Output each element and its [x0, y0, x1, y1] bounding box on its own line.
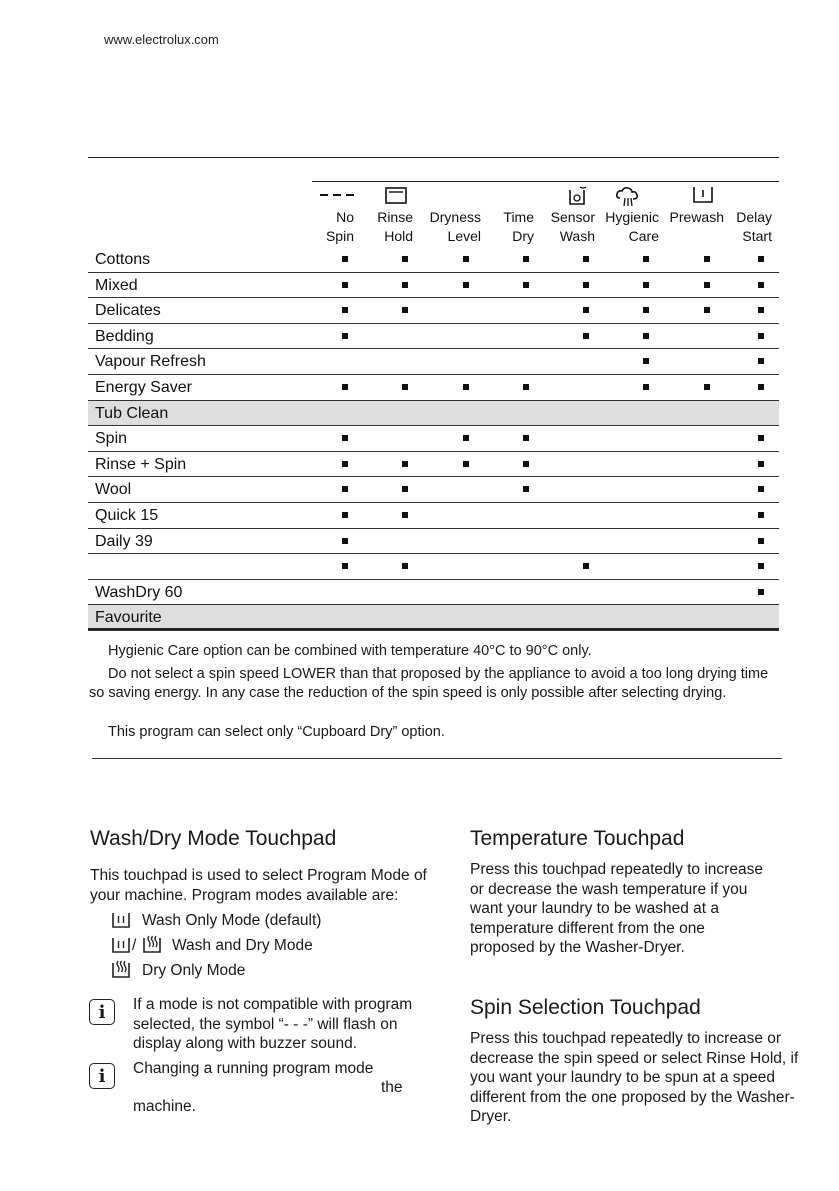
program-name: WashDry 60	[95, 583, 183, 601]
table-row	[88, 503, 779, 529]
temperature-text: Press this touchpad repeatedly to increase or decrease the wash temperature if you want your laundry to be washed at a temperature different from the one proposed by the Washer-Dryer.	[470, 861, 763, 956]
program-name: Wool	[95, 481, 132, 499]
option-available-mark	[583, 282, 589, 288]
option-available-mark	[643, 282, 649, 288]
note-spin: Do not select a spin speed LOWER than that proposed by the appliance to avoid a too long drying time so saving energy. In any case the reduction of the spin speed is only possible after selecting drying.	[89, 666, 769, 701]
table-header-rule	[312, 181, 779, 182]
dry-icon	[142, 935, 162, 954]
option-available-mark	[758, 256, 764, 262]
table-row	[88, 529, 779, 555]
option-available-mark	[643, 358, 649, 364]
hygienic-care-icon	[615, 186, 641, 206]
option-available-mark	[758, 307, 764, 313]
option-available-mark	[402, 307, 408, 313]
option-available-mark	[704, 256, 710, 262]
option-available-mark	[583, 256, 589, 262]
section-separator	[92, 758, 782, 759]
mode-wash-and-dry: Wash and Dry Mode	[172, 937, 313, 954]
program-name: Mixed	[95, 276, 138, 294]
option-available-mark	[402, 486, 408, 492]
info-mode-incompatible: If a mode is not compatible with program selected, the symbol “- - -” will flash on display along with buzzer sound.	[133, 996, 413, 1052]
program-name: Bedding	[95, 327, 154, 345]
option-available-mark	[523, 384, 529, 390]
info-mode-change-line2: the	[381, 1079, 403, 1096]
program-name: Spin	[95, 430, 128, 448]
option-available-mark	[342, 461, 348, 467]
mode-dry-only: Dry Only Mode	[142, 962, 246, 979]
program-name: Delicates	[95, 302, 161, 320]
program-name: Vapour Refresh	[95, 353, 206, 371]
column-header-label: Time	[503, 209, 534, 225]
option-available-mark	[463, 282, 469, 288]
table-row	[88, 247, 779, 273]
sensor-wash-icon	[567, 186, 589, 206]
info-mode-change-line3: machine.	[133, 1098, 196, 1115]
option-available-mark	[758, 282, 764, 288]
table-row	[88, 273, 779, 299]
program-name: Daily 39	[95, 532, 153, 550]
option-available-mark	[758, 333, 764, 339]
dashes-icon	[320, 188, 354, 208]
option-available-mark	[523, 486, 529, 492]
option-available-mark	[342, 435, 348, 441]
table-bottom-rule	[88, 628, 779, 630]
option-available-mark	[643, 384, 649, 390]
wash-icon	[111, 912, 131, 929]
option-available-mark	[342, 282, 348, 288]
wash-icon	[111, 937, 131, 954]
column-header-label: Dry	[512, 228, 534, 244]
column-header-label: Sensor	[550, 209, 595, 225]
column-header-label: Hygienic	[605, 209, 659, 225]
option-available-mark	[402, 256, 408, 262]
option-available-mark	[523, 435, 529, 441]
option-available-mark	[342, 307, 348, 313]
option-available-mark	[758, 563, 764, 569]
column-header-label: Care	[628, 228, 659, 244]
program-name: Tub Clean	[95, 404, 169, 422]
note-hygienic: Hygienic Care option can be combined with temperature 40°C to 90°C only.	[108, 643, 592, 659]
option-available-mark	[402, 384, 408, 390]
temperature-heading: Temperature Touchpad	[470, 827, 685, 850]
option-available-mark	[758, 435, 764, 441]
option-available-mark	[643, 307, 649, 313]
option-available-mark	[463, 256, 469, 262]
option-available-mark	[758, 589, 764, 595]
wash-dry-heading: Wash/Dry Mode Touchpad	[90, 827, 337, 850]
option-available-mark	[402, 512, 408, 518]
note-cupboard: This program can select only “Cupboard Dry” option.	[108, 724, 445, 740]
table-row	[88, 554, 779, 580]
option-available-mark	[758, 384, 764, 390]
option-available-mark	[583, 333, 589, 339]
column-header-label: Wash	[559, 228, 595, 244]
option-available-mark	[342, 256, 348, 262]
option-available-mark	[758, 358, 764, 364]
table-top-rule	[88, 157, 779, 158]
option-available-mark	[643, 333, 649, 339]
option-available-mark	[523, 282, 529, 288]
option-available-mark	[402, 282, 408, 288]
column-header-label: No	[336, 209, 354, 225]
column-header-label: Hold	[384, 228, 413, 244]
option-available-mark	[463, 384, 469, 390]
option-available-mark	[402, 461, 408, 467]
column-header-label: Start	[742, 228, 772, 244]
option-available-mark	[342, 486, 348, 492]
mode-wash-only: Wash Only Mode (default)	[142, 912, 322, 929]
option-available-mark	[583, 307, 589, 313]
option-available-mark	[758, 461, 764, 467]
program-name: Favourite	[95, 609, 162, 627]
option-available-mark	[523, 461, 529, 467]
column-header-label: Level	[447, 228, 481, 244]
program-name: Energy Saver	[95, 379, 192, 396]
dry-icon	[111, 960, 131, 979]
option-available-mark	[342, 384, 348, 390]
table-row	[88, 401, 779, 427]
column-header-label: Dryness	[429, 209, 481, 225]
table-row	[88, 477, 779, 503]
option-available-mark	[758, 538, 764, 544]
mode-separator: /	[132, 937, 137, 954]
rinse-hold-icon	[385, 186, 407, 206]
option-available-mark	[463, 461, 469, 467]
option-available-mark	[523, 256, 529, 262]
option-available-mark	[758, 486, 764, 492]
program-name: Rinse + Spin	[95, 455, 187, 473]
prewash-icon	[692, 186, 714, 206]
option-available-mark	[342, 538, 348, 544]
option-available-mark	[402, 563, 408, 569]
info-icon: i	[89, 999, 115, 1025]
table-row	[88, 298, 779, 324]
option-available-mark	[704, 384, 710, 390]
table-row	[88, 324, 779, 350]
option-available-mark	[704, 307, 710, 313]
option-available-mark	[342, 333, 348, 339]
option-available-mark	[643, 256, 649, 262]
table-row	[88, 580, 779, 606]
website-url: www.electrolux.com	[104, 32, 219, 47]
table-row	[88, 426, 779, 452]
table-row	[88, 349, 779, 375]
option-available-mark	[704, 282, 710, 288]
info-mode-change-line1: Changing a running program mode	[133, 1060, 374, 1077]
program-name: Cottons	[95, 251, 151, 268]
option-available-mark	[463, 435, 469, 441]
spin-selection-heading: Spin Selection Touchpad	[470, 996, 701, 1019]
column-header-label: Spin	[325, 228, 354, 244]
option-available-mark	[583, 563, 589, 569]
column-header-label: Prewash	[669, 209, 724, 225]
column-header-label: Rinse	[377, 209, 413, 225]
wash-dry-intro: This touchpad is used to select Program Mode of your machine. Program modes available are:	[90, 867, 427, 904]
info-icon: i	[89, 1063, 115, 1089]
spin-selection-text: Press this touchpad repeatedly to increase or decrease the spin speed or select Rinse Hold, if you want your laundry to be spun at a speed different from the one proposed by the Washer-Dryer.	[470, 1030, 799, 1125]
table-row	[88, 452, 779, 478]
table-row	[88, 375, 779, 401]
option-available-mark	[758, 512, 764, 518]
option-available-mark	[342, 563, 348, 569]
option-available-mark	[342, 512, 348, 518]
column-header-label: Delay	[736, 209, 772, 225]
program-name: Quick 15	[95, 507, 159, 524]
